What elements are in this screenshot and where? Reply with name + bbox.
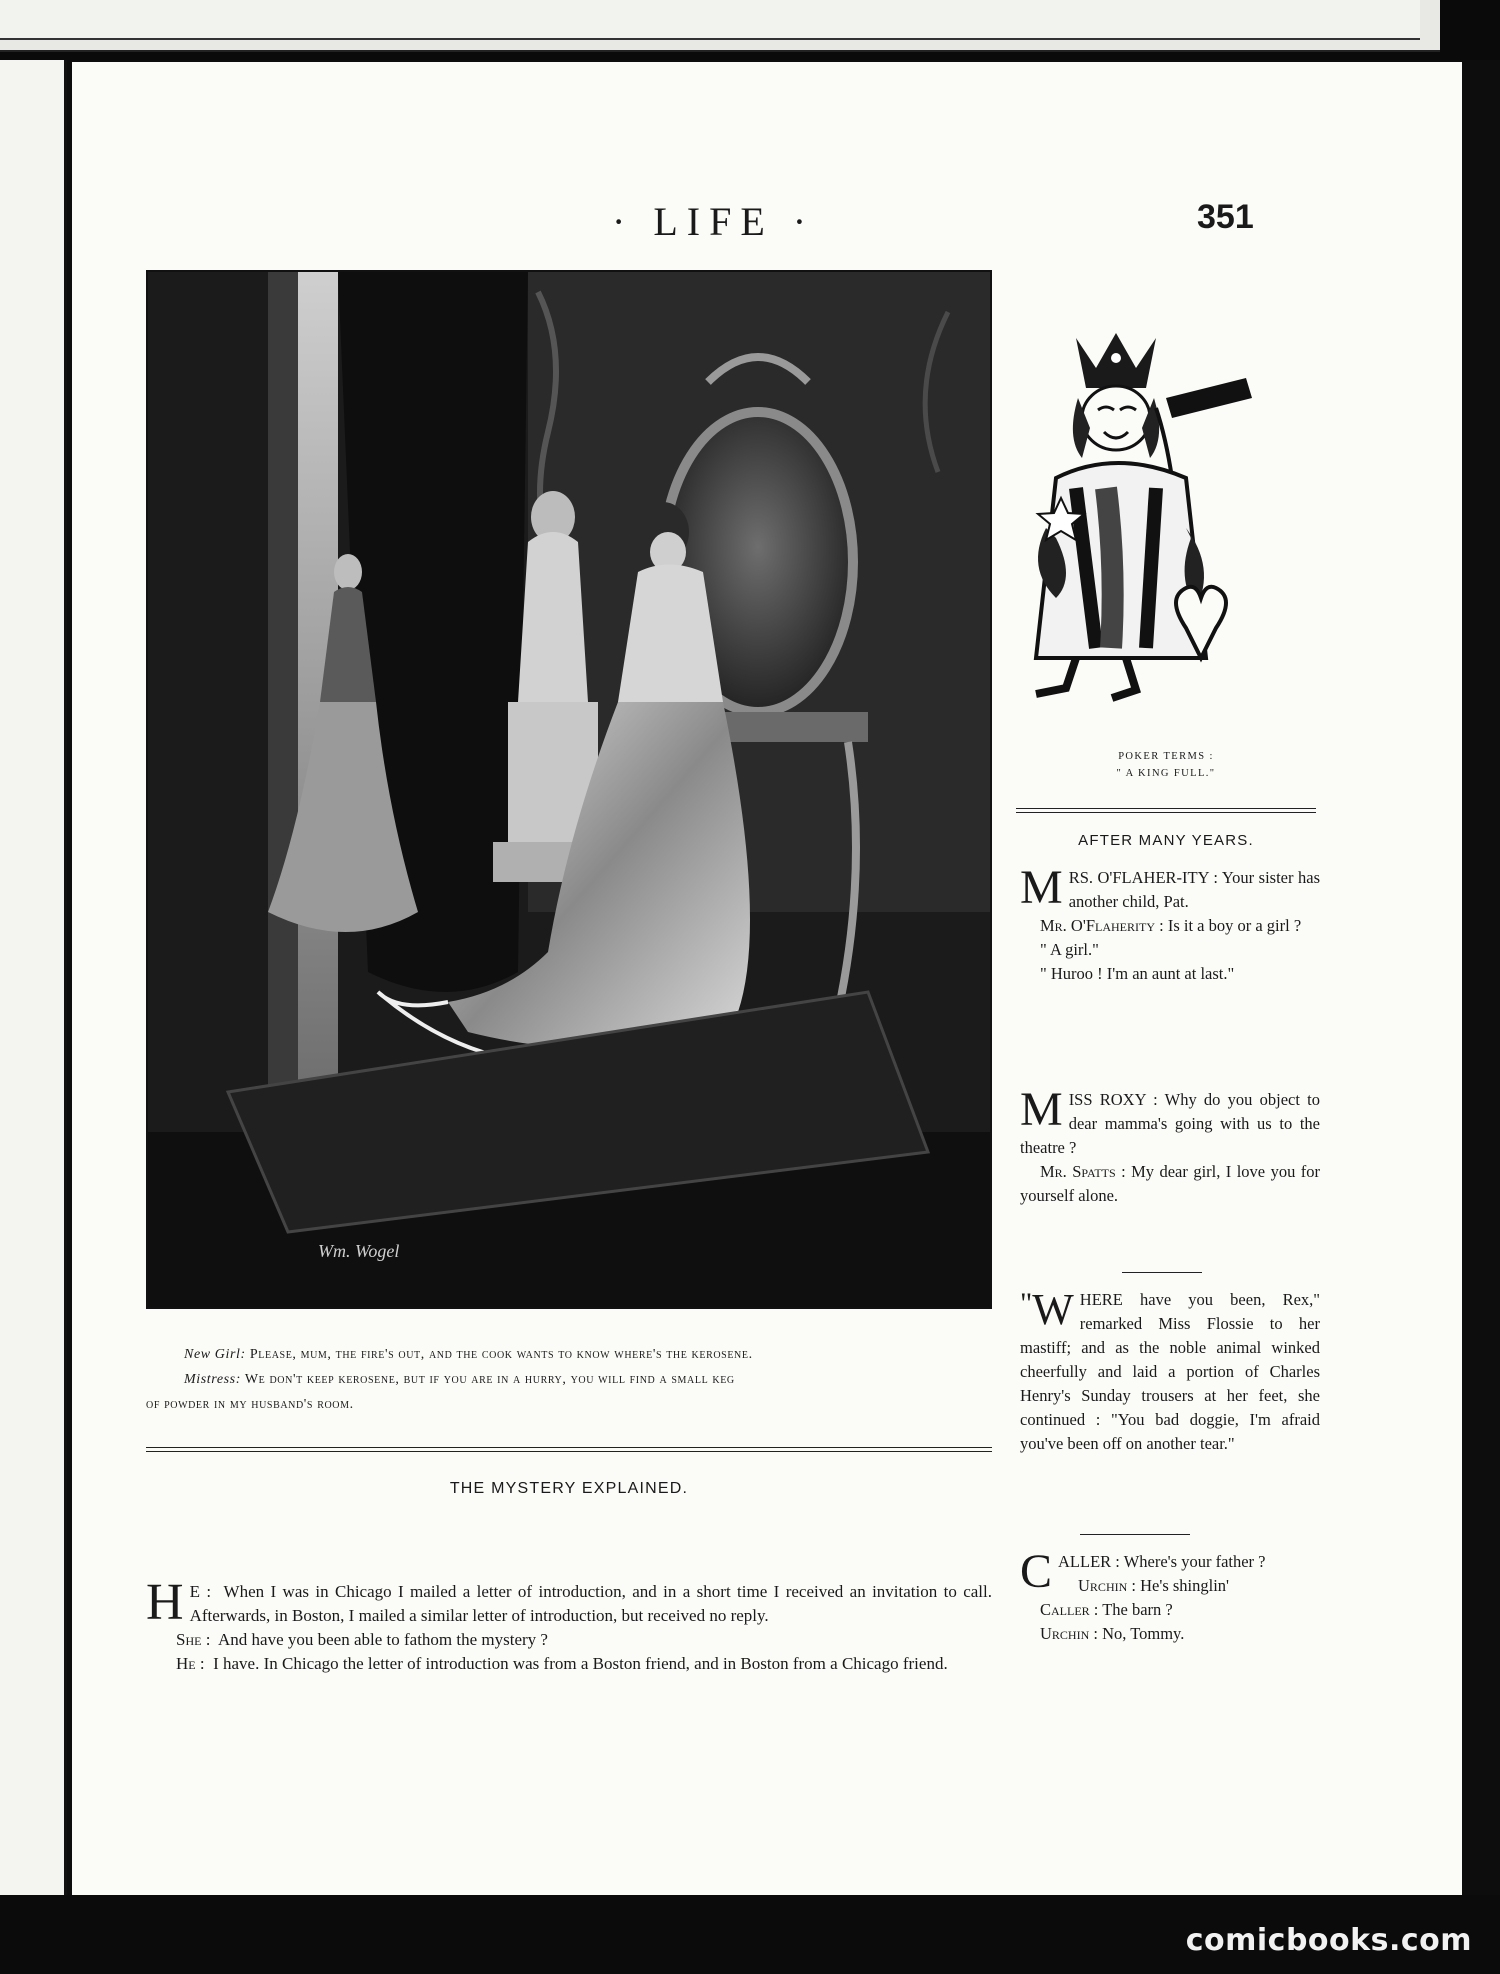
king-card-illustration: [1016, 328, 1316, 708]
jest3-text: have you been, Rex," remarked Miss Flossie to her mastiff; and as the noble animal winked cheerfully and laid a portion of Charles Henry's Sunday trousers at her feet, she continued : "You bad doggie, I'm afraid you've been off on another tear.": [1020, 1290, 1321, 1453]
jest1-text-4: " Huroo ! I'm an aunt at last.": [1040, 964, 1235, 983]
caption-speaker-2: Mistress:: [184, 1372, 241, 1387]
jest4-text-3: The barn ?: [1102, 1600, 1173, 1619]
card-caption: [1016, 748, 1316, 782]
jest3-lead: HERE: [1079, 1290, 1123, 1309]
article-dropcap: H: [146, 1574, 184, 1631]
jest4-text-2: He's shinglin': [1140, 1576, 1230, 1595]
jest4-speaker-2: Urchin :: [1078, 1576, 1136, 1595]
jest-miss-roxy: [1020, 1083, 1320, 1208]
jest2-lead: ISS ROXY :: [1068, 1090, 1158, 1109]
caption-text-3: of powder in my husband's room.: [146, 1397, 354, 1412]
main-illustration: [146, 270, 992, 1309]
masthead-title: · LIFE ·: [612, 199, 816, 244]
article-paragraph-3: I have. In Chicago the letter of introduction was from a Boston friend, and in Boston from a Chicago friend.: [213, 1654, 948, 1673]
sidebar-rule: [1016, 808, 1316, 813]
jest-caller-urchin: [1020, 1545, 1320, 1646]
article-title: THE MYSTERY EXPLAINED.: [449, 1480, 689, 1497]
jest1-dropcap: M: [1020, 861, 1063, 914]
article-speaker-3: He :: [176, 1654, 205, 1673]
caption-text-2: We don't keep kerosene, but if you are in a hurry, you will find a small keg: [244, 1372, 735, 1387]
jest2-dropcap: M: [1020, 1083, 1063, 1136]
jest4-lead: ALLER :: [1058, 1552, 1120, 1571]
jest3-open-quote: ": [1020, 1287, 1033, 1320]
jest-divider-2: [1080, 1534, 1190, 1535]
jest-divider-1: [1122, 1272, 1202, 1273]
article-paragraph-1: When I was in Chicago I mailed a letter of introduction, and in a short time I received an invitation to call. Afterwards, in Boston, I mailed a similar letter of introduction, but received no reply.: [189, 1582, 993, 1625]
sidebar-heading: AFTER MANY YEARS.: [1078, 832, 1254, 849]
jest4-speaker-3: Caller :: [1040, 1600, 1099, 1619]
caption-text-1: Please, mum, the fire's out, and the cook wants to know where's the kerosene.: [249, 1347, 753, 1362]
scan-left-page-edge: [0, 60, 67, 1900]
jest4-text-1: Where's your father ?: [1123, 1552, 1266, 1571]
jest3-dropcap: W: [1032, 1285, 1074, 1334]
article-paragraph-2: And have you been able to fathom the mystery ?: [218, 1630, 548, 1649]
page-number: 351: [1197, 198, 1254, 236]
article-body: [146, 1574, 993, 1676]
card-caption-line-2: " A KING FULL.": [1116, 768, 1216, 779]
jest4-speaker-4: Urchin :: [1040, 1624, 1098, 1643]
jest2-text-2: My dear girl, I love you for yourself alone.: [1020, 1162, 1320, 1205]
jest1-text-1: Your sister has another child, Pat.: [1068, 868, 1320, 911]
jest1-lead: RS. O'FLAHER-ITY :: [1068, 868, 1219, 887]
section-rule: [146, 1447, 992, 1452]
jest1-speaker-2: Mr. O'Flaherity :: [1040, 916, 1164, 935]
article-speaker-2: She :: [176, 1630, 211, 1649]
illustration-caption: [146, 1342, 992, 1417]
jest1-text-3: " A girl.": [1040, 940, 1099, 959]
jest4-dropcap: C: [1020, 1545, 1053, 1598]
article-speaker-1: E :: [189, 1582, 212, 1601]
scan-bottom-edge: [0, 1895, 1500, 1974]
artist-signature: Wm. Wogel: [318, 1241, 400, 1261]
card-caption-line-1: POKER TERMS :: [1118, 751, 1214, 762]
jest-miss-flossie: [1020, 1285, 1321, 1456]
jest2-text-1: Why do you object to dear mamma's going with us to the theatre ?: [1020, 1090, 1320, 1157]
source-watermark: comicbooks.com: [1185, 1923, 1472, 1958]
jest2-speaker-2: Mr. Spatts :: [1040, 1162, 1126, 1181]
magazine-page: [72, 62, 1462, 1898]
scan-top-sheet-2: [0, 0, 1420, 40]
jest1-text-2: Is it a boy or a girl ?: [1167, 916, 1302, 935]
jest-after-many-years: [1020, 861, 1320, 986]
jest4-text-4: No, Tommy.: [1102, 1624, 1185, 1643]
caption-speaker-1: New Girl:: [184, 1347, 246, 1362]
